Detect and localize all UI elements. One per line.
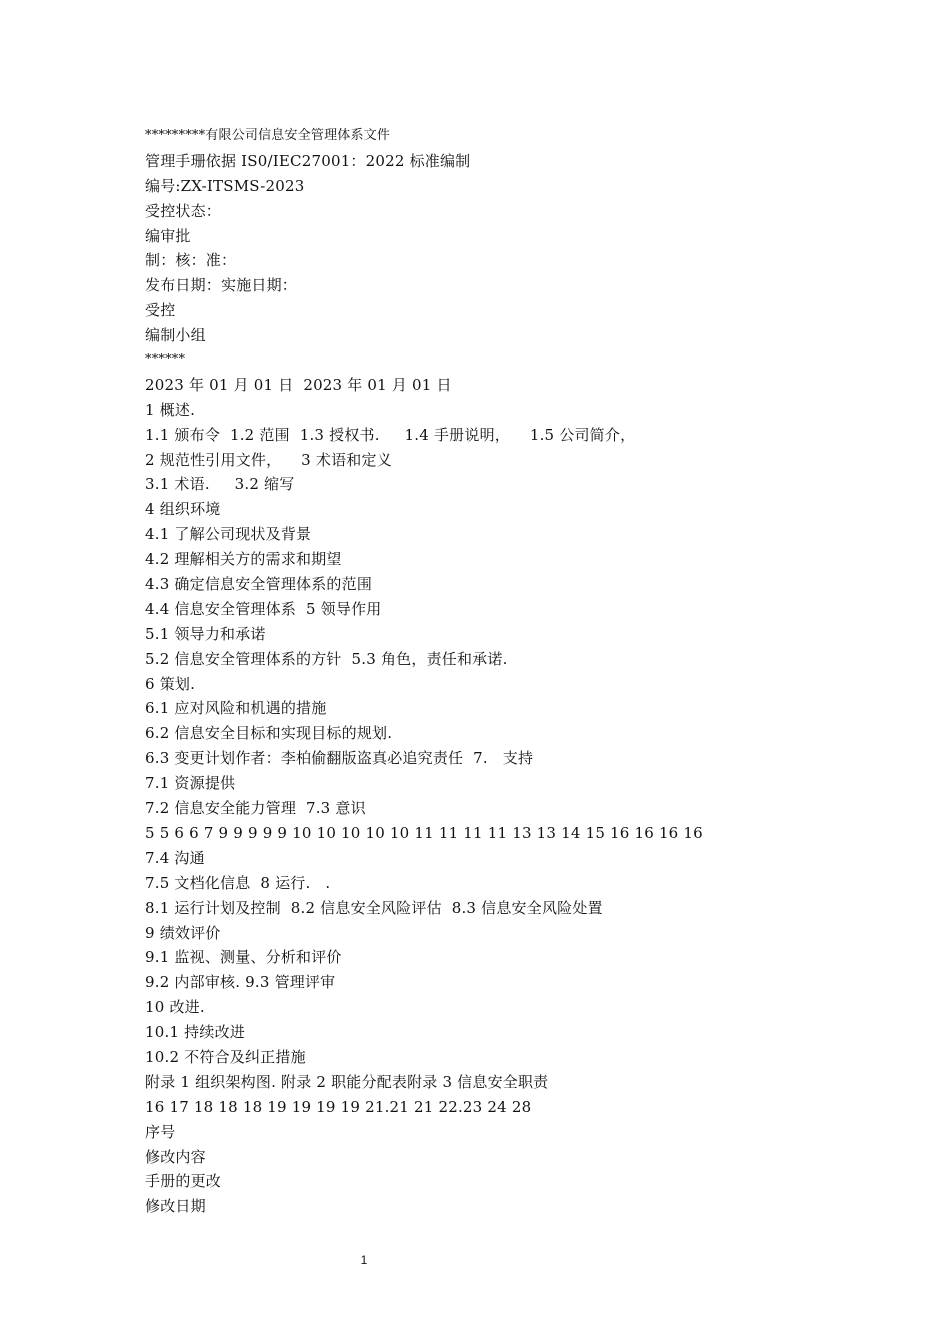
- toc-line: 7.1 资源提供: [145, 774, 236, 793]
- toc-line: 1 概述.: [145, 400, 196, 419]
- toc-line: 6.3 变更计划作者：李柏偷翻版盗真必追究责任 7. 支持: [145, 749, 534, 768]
- toc-line: 4 组织环境: [145, 500, 221, 519]
- toc-line: 9 绩效评价: [145, 923, 221, 942]
- toc-page-numbers: 5 5 6 6 7 9 9 9 9 9 10 10 10 10 10 11 11 11 11 13 13 14 15 16 16 16 16: [145, 823, 703, 842]
- page-number: 1: [360, 1253, 368, 1267]
- document-title: *********有限公司信息安全管理体系文件: [145, 128, 391, 143]
- toc-line: 7.4 沟通: [145, 848, 205, 867]
- toc-line: 7.5 文档化信息 8 运行. .: [145, 873, 331, 892]
- issue-dates: 2023 年 01 月 01 日 2023 年 01 月 01 日: [145, 375, 452, 394]
- toc-line: 9.2 内部审核. 9.3 管理评审: [145, 973, 336, 992]
- editor-group: 编制小组: [145, 326, 206, 345]
- document-body: [145, 124, 845, 1219]
- toc-line: 6 策划.: [145, 674, 196, 693]
- masked-name: ******: [145, 352, 186, 368]
- controlled-label: 受控: [145, 301, 176, 320]
- toc-line: 5.1 领导力和承诺: [145, 624, 266, 643]
- toc-page-numbers: 16 17 18 18 18 19 19 19 19 21.21 21 22.23 24 28: [145, 1097, 532, 1116]
- toc-line: 1.1 颁布令 1.2 范围 1.3 授权书. 1.4 手册说明， 1.5 公司简介，: [145, 425, 636, 444]
- revision-content-label: 修改内容: [145, 1147, 206, 1166]
- toc-line: 7.2 信息安全能力管理 7.3 意识: [145, 799, 366, 818]
- manual-basis: 管理手珊依据 IS0/IEC27001：2022 标准编制: [145, 151, 471, 170]
- toc-line: 8.1 运行计划及控制 8.2 信息安全风险评估 8.3 信息安全风险处置: [145, 898, 603, 917]
- toc-line: 10.2 不符合及纠正措施: [145, 1047, 306, 1066]
- toc-line: 3.1 术语. 3.2 缩写: [145, 475, 295, 494]
- document-number: 编号:ZX-ITSMS-2023: [145, 176, 305, 195]
- toc-line: 10.1 持续改进: [145, 1023, 245, 1042]
- toc-line: 6.1 应对风险和机遇的措施: [145, 699, 327, 718]
- toc-line: 附录 1 组织架构图. 附录 2 职能分配表附录 3 信息安全职责: [145, 1072, 549, 1091]
- toc-line: 4.1 了解公司现状及背景: [145, 525, 312, 544]
- toc-line: 6.2 信息安全目标和实现目标的规划.: [145, 724, 393, 743]
- approval-fields: 制：核：准：: [145, 251, 237, 270]
- toc-line: 4.2 理解相关方的需求和期望: [145, 550, 342, 569]
- revision-date-label: 修改日期: [145, 1197, 206, 1216]
- control-status: 受控状态：: [145, 201, 222, 220]
- manual-changes-label: 手册的更改: [145, 1172, 222, 1191]
- toc-line: 4.4 信息安全管理体系 5 领导作用: [145, 599, 382, 618]
- toc-line: 9.1 监视、测量、分析和评价: [145, 948, 342, 967]
- toc-line: 10 改进.: [145, 998, 205, 1017]
- date-fields: 发布日期：实施日期：: [145, 276, 298, 295]
- revision-serial-label: 序号: [145, 1122, 176, 1141]
- toc-line: 5.2 信息安全管理体系的方针 5.3 角色，责任和承诺.: [145, 649, 508, 668]
- toc-line: 2 规范性引用文件， 3 术语和定义: [145, 450, 392, 469]
- toc-line: 4.3 确定信息安全管理体系的范围: [145, 575, 373, 594]
- approval-header: 编审批: [145, 226, 191, 245]
